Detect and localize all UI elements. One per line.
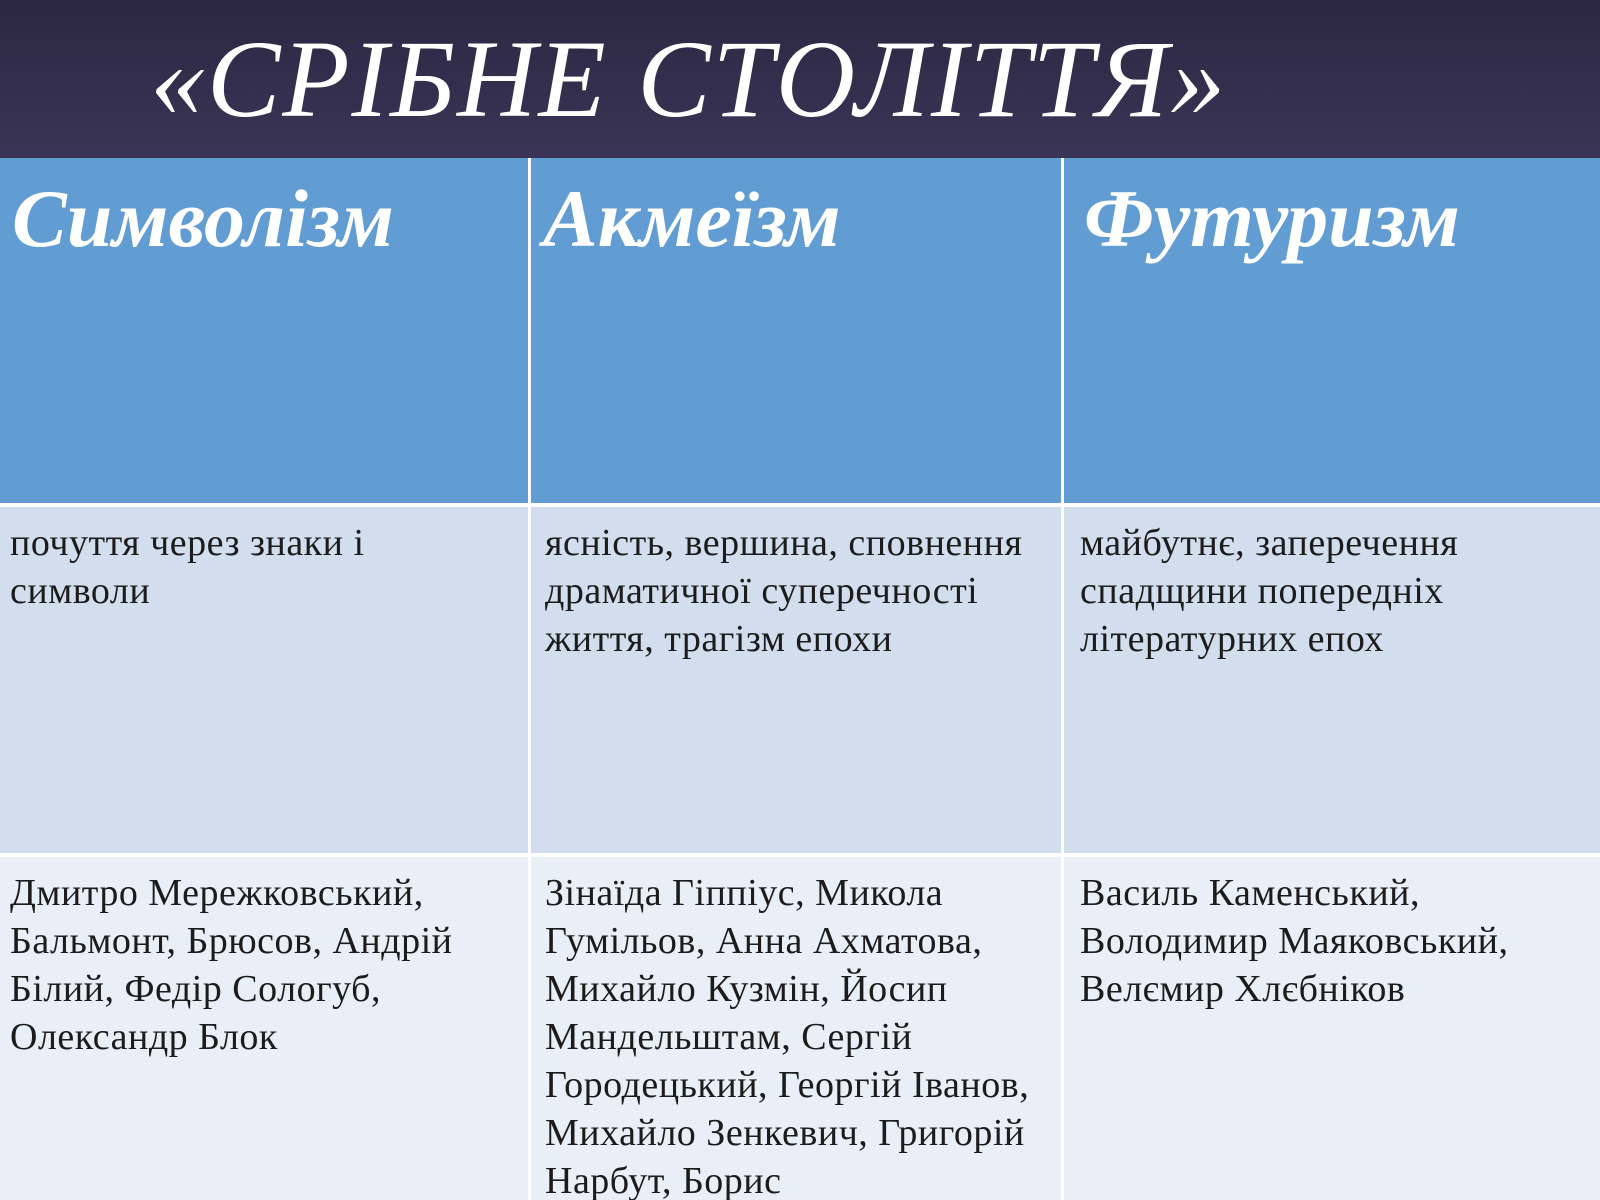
cell-text: Дмитро Мережковський, Бальмонт, Брюсов, Андрій Білий, Федір Сологуб, Олександр Блок bbox=[10, 872, 453, 1058]
cell-text: почуття через знаки і символи bbox=[10, 522, 365, 612]
header-label: Акмеїзм bbox=[543, 173, 841, 264]
header-label: Символізм bbox=[12, 173, 394, 264]
row-divider bbox=[0, 503, 1600, 507]
meaning-cell-acmeism bbox=[531, 507, 1061, 853]
authors-cell-futurism bbox=[1064, 857, 1600, 1200]
cell-text: майбутнє, заперечення спадщини попередніх літературних епох bbox=[1080, 522, 1459, 660]
title-bar bbox=[0, 0, 1600, 158]
header-cell-acmeism bbox=[531, 158, 1061, 503]
movements-table bbox=[0, 158, 1600, 1200]
cell-text: Василь Каменський, Володимир Маяковський, Велємир Хлєбніков bbox=[1080, 872, 1509, 1010]
cell-text: ясність, вершина, сповнення драматичної суперечності життя, трагізм епохи bbox=[545, 522, 1023, 660]
header-label: Футуризм bbox=[1084, 173, 1460, 264]
meaning-cell-symbolism bbox=[0, 507, 528, 853]
header-cell-futurism bbox=[1064, 158, 1600, 503]
authors-cell-symbolism bbox=[0, 857, 528, 1200]
meaning-cell-futurism bbox=[1064, 507, 1600, 853]
cell-text: Зінаїда Гіппіус, Микола Гумільов, Анна Ахматова, Михайло Кузмін, Йосип Мандельштам, Сергій Городецький, Георгій Іванов, Михайло Зенкевич, Григорій Нарбут, Борис bbox=[545, 872, 1030, 1200]
header-cell-symbolism bbox=[0, 158, 528, 503]
page-title: «СРІБНЕ СТОЛІТТЯ» bbox=[150, 18, 1228, 140]
column-divider bbox=[528, 158, 531, 1200]
authors-cell-acmeism bbox=[531, 857, 1061, 1200]
column-divider bbox=[1061, 158, 1064, 1200]
row-divider bbox=[0, 853, 1600, 857]
